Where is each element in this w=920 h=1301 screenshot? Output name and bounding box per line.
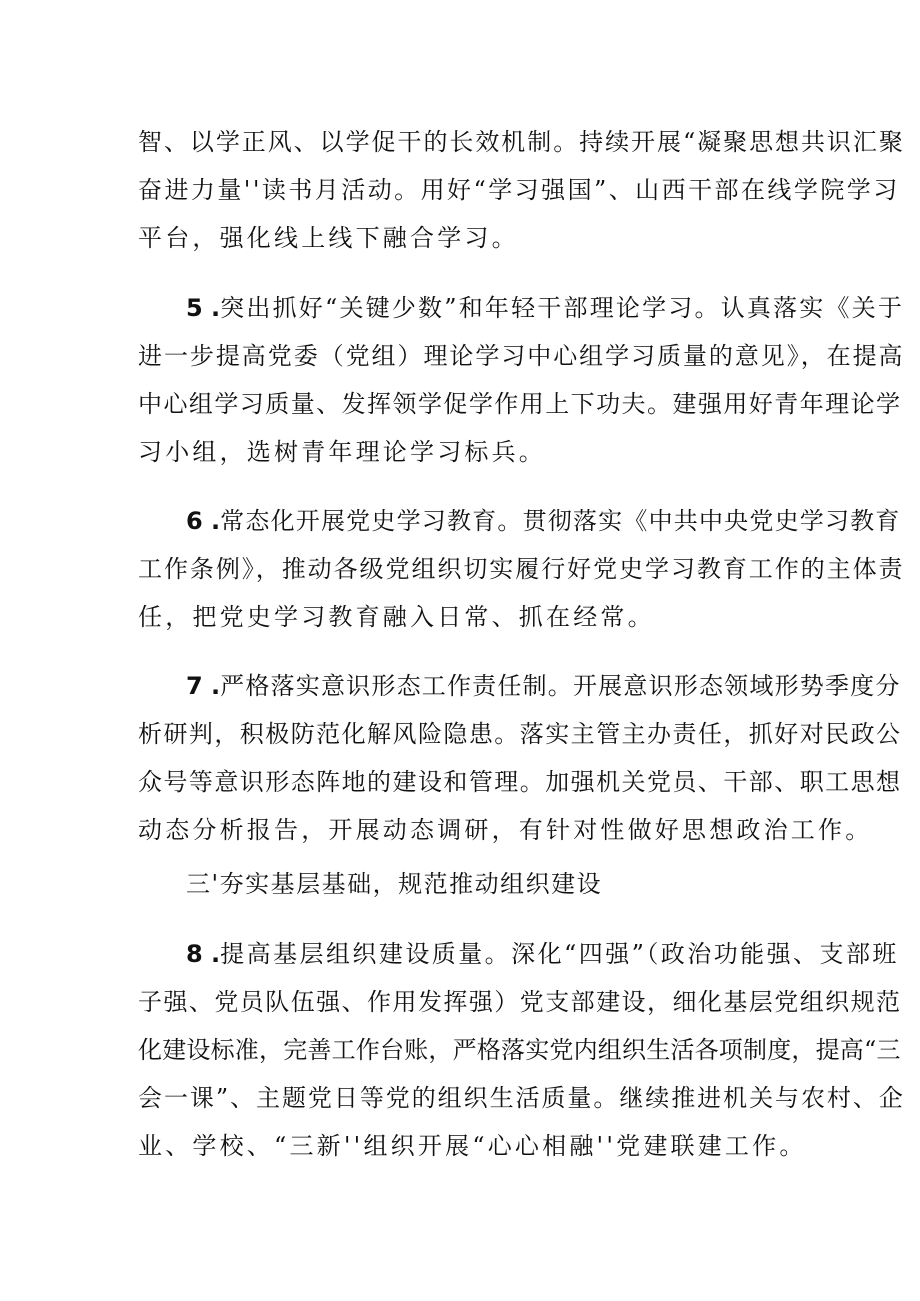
text-line	[0, 813, 920, 847]
text-line-content: 析研判，积极防范化解风险隐患。落实主管主办责任，抓好对民政公	[138, 720, 902, 748]
text-line-content: 常态化开展党史学习教育。贯彻落实《中共中央党史学习教育	[220, 507, 901, 535]
text-line-content: 中心组学习质量、发挥领学促学作用上下功夫。建强用好青年理论学	[138, 390, 902, 418]
text-line-content: 会一课”、主题党日等党的组织生活质量。继续推进机关与农村、企	[138, 1084, 905, 1112]
text-line-content: 平台，强化线上线下融合学习。	[138, 224, 519, 252]
paragraph-item-8-first-line	[0, 937, 920, 971]
item-number: 6 .	[186, 507, 221, 535]
text-line	[0, 125, 920, 159]
text-line-content: 提高基层组织建设质量。深化“四强”（政治功能强、支部班	[220, 940, 899, 968]
text-line	[0, 221, 920, 255]
text-line	[0, 765, 920, 799]
text-line-content: 任，把党史学习教育融入日常、抓在经常。	[138, 603, 655, 631]
section-heading-text: 三'夯实基层基础，规范推动组织建设	[186, 870, 603, 898]
text-line-content: 子强、党员队伍强、作用发挥强）党支部建设，细化基层党组织规范	[138, 988, 902, 1016]
text-line-content: 动态分析报告，开展动态调研，有针对性做好思想政治工作。	[138, 816, 873, 844]
paragraph-item-5-first-line	[0, 291, 920, 325]
text-line-content: 习小组，选树青年理论学习标兵。	[138, 438, 546, 466]
text-line-content: 进一步提高党委（党组）理论学习中心组学习质量的意见》，在提高	[138, 342, 905, 370]
text-line-content: 智、以学正风、以学促干的长效机制。持续开展“凝聚思想共识汇聚	[138, 128, 905, 156]
text-line-content: 化建设标准，完善工作台账，严格落实党内组织生活各项制度，提高“三	[138, 1036, 901, 1064]
text-line-content: 业、学校、“三新''组织开展“心心相融''党建联建工作。	[138, 1132, 807, 1160]
text-line	[0, 717, 920, 751]
section-heading	[0, 867, 920, 901]
text-line	[0, 552, 920, 586]
text-line	[0, 435, 920, 469]
text-line-content: 工作条例》，推动各级党组织切实履行好党史学习教育工作的主体责	[138, 555, 905, 583]
text-line	[0, 985, 920, 1019]
item-number: 7 .	[186, 672, 221, 700]
text-line	[0, 339, 920, 373]
text-line	[0, 1033, 920, 1067]
text-line-content: 严格落实意识形态工作责任制。开展意识形态领域形势季度分	[220, 672, 901, 700]
paragraph-item-6-first-line	[0, 504, 920, 538]
text-line	[0, 1081, 920, 1115]
text-line-content: 众号等意识形态阵地的建设和管理。加强机关党员、干部、职工思想	[138, 768, 902, 796]
text-line	[0, 1129, 920, 1163]
item-number: 5 .	[186, 294, 221, 322]
item-number: 8 .	[186, 940, 221, 968]
text-line	[0, 173, 920, 207]
text-line-content: 突出抓好“关键少数”和年轻干部理论学习。认真落实《关于	[220, 294, 905, 322]
text-line	[0, 600, 920, 634]
text-line-content: 奋进力量''读书月活动。用好“学习强国”、山西干部在线学院学习	[138, 176, 900, 204]
text-line	[0, 387, 920, 421]
paragraph-item-7-first-line	[0, 669, 920, 703]
